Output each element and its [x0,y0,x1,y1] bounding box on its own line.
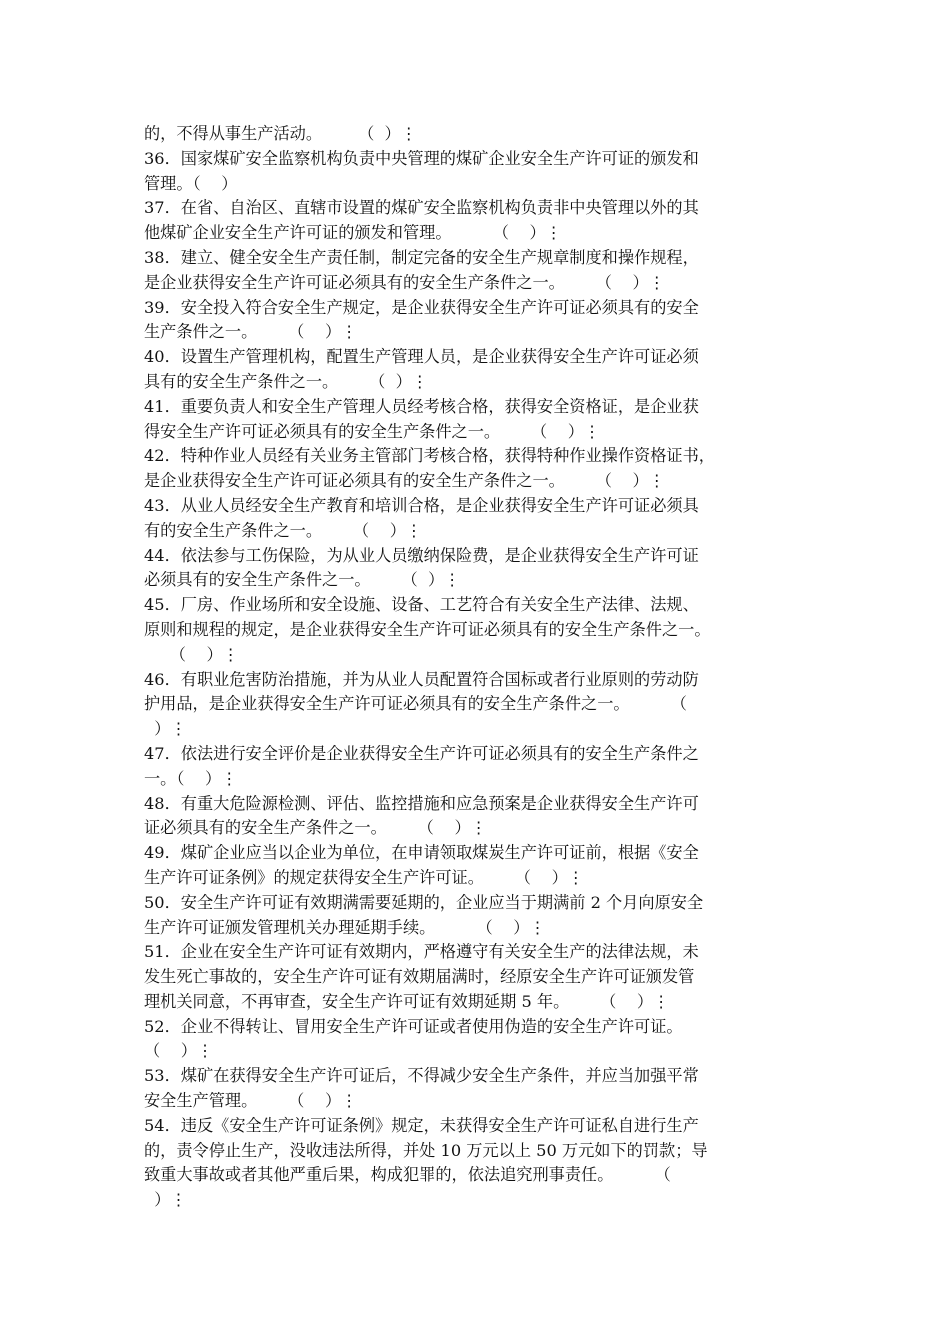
text-line: 的，不得从事生产活动。 （ ）⋮ [144,124,417,143]
text-line: ）⋮ [144,719,187,739]
text-line: 37．在省、自治区、直辖市设置的煤矿安全监察机构负责非中央管理以外的其 [144,198,699,218]
text-line: 46．有职业危害防治措施，并为从业人员配置符合国标或者行业原则的劳动防 [144,669,699,689]
text-line: 38．建立、健全安全生产责任制，制定完备的安全生产规章制度和操作规程， [144,247,699,267]
text-line: （ ）⋮ [144,644,239,664]
document-body [144,122,820,1238]
text-line: 52．企业不得转让、冒用安全生产许可证或者使用伪造的安全生产许可证。 [144,1016,683,1036]
text-line: 40．设置生产管理机构，配置生产管理人员，是企业获得安全生产许可证必须 [144,347,699,367]
text-line: 44．依法参与工伤保险，为从业人员缴纳保险费，是企业获得安全生产许可证 [144,545,699,565]
text-line: 生产许可证条例》的规定获得安全生产许可证。 （ ）⋮ [144,867,584,887]
text-line: 是企业获得安全生产许可证必须具有的安全生产条件之一。 （ ）⋮ [144,272,665,292]
text-line: 42．特种作业人员经有关业务主管部门考核合格，获得特种作业操作资格证书， [144,446,715,466]
text-line: ）⋮ [144,1190,187,1210]
text-line: 生产条件之一。 （ ）⋮ [144,322,358,342]
text-line: （ ）⋮ [144,1041,214,1061]
text-line: 39．安全投入符合安全生产规定，是企业获得安全生产许可证必须具有的安全 [144,297,699,317]
text-line: 安全生产管理。 （ ）⋮ [144,1091,358,1111]
text-line: 原则和规程的规定，是企业获得安全生产许可证必须具有的安全生产条件之一。 [144,619,711,639]
text-line: 发生死亡事故的，安全生产许可证有效期届满时，经原安全生产许可证颁发管 [144,967,695,987]
text-line: 他煤矿企业安全生产许可证的颁发和管理。 （ ）⋮ [144,223,562,243]
text-line: 证必须具有的安全生产条件之一。 （ ）⋮ [144,818,487,838]
text-line: 51．企业在安全生产许可证有效期内，严格遵守有关安全生产的法律法规，未 [144,942,699,962]
text-line: 48．有重大危险源检测、评估、监控措施和应急预案是企业获得安全生产许可 [144,793,699,813]
text-line: 45．厂房、作业场所和安全设施、设备、工艺符合有关安全生产法律、法规、 [144,595,699,615]
text-line: 54．违反《安全生产许可证条例》规定，未获得安全生产许可证私自进行生产 [144,1115,699,1135]
text-line: 得安全生产许可证必须具有的安全生产条件之一。 （ ）⋮ [144,421,601,441]
text-line: 致重大事故或者其他严重后果，构成犯罪的，依法追究刑事责任。 （ [144,1165,671,1185]
text-line [144,1213,820,1238]
text-line: 43．从业人员经安全生产教育和培训合格，是企业获得安全生产许可证必须具 [144,495,699,515]
text-line: 有的安全生产条件之一。 （ ）⋮ [144,520,423,540]
text-line: 49．煤矿企业应当以企业为单位，在申请领取煤炭生产许可证前，根据《安全 [144,843,699,863]
text-line: 50．安全生产许可证有效期满需要延期的，企业应当于期满前 2 个月向原安全 [144,892,704,912]
text-line: 一。（ ）⋮ [144,768,238,788]
text-line: 41．重要负责人和安全生产管理人员经考核合格，获得安全资格证，是企业获 [144,396,699,416]
text-line: 护用品，是企业获得安全生产许可证必须具有的安全生产条件之一。 （ [144,694,687,714]
text-line: 47．依法进行安全评价是企业获得安全生产许可证必须具有的安全生产条件之 [144,743,699,763]
text-line: 具有的安全生产条件之一。 （ ）⋮ [144,371,428,391]
text-line: 是企业获得安全生产许可证必须具有的安全生产条件之一。 （ ）⋮ [144,471,665,491]
text-line: 53．煤矿在获得安全生产许可证后，不得减少安全生产条件，并应当加强平常 [144,1066,699,1086]
text-line: 理机关同意，不再审查，安全生产许可证有效期延期 5 年。 （ ）⋮ [144,991,670,1011]
text-line: 生产许可证颁发管理机关办理延期手续。 （ ）⋮ [144,917,546,937]
text-line: 的，责令停止生产，没收违法所得，并处 10 万元以上 50 万元如下的罚款；导 [144,1140,708,1160]
text-line: 管理。（ ） [144,173,238,193]
text-line: 必须具有的安全生产条件之一。 （ ）⋮ [144,570,461,590]
text-line: 36．国家煤矿安全监察机构负责中央管理的煤矿企业安全生产许可证的颁发和 [144,148,699,168]
